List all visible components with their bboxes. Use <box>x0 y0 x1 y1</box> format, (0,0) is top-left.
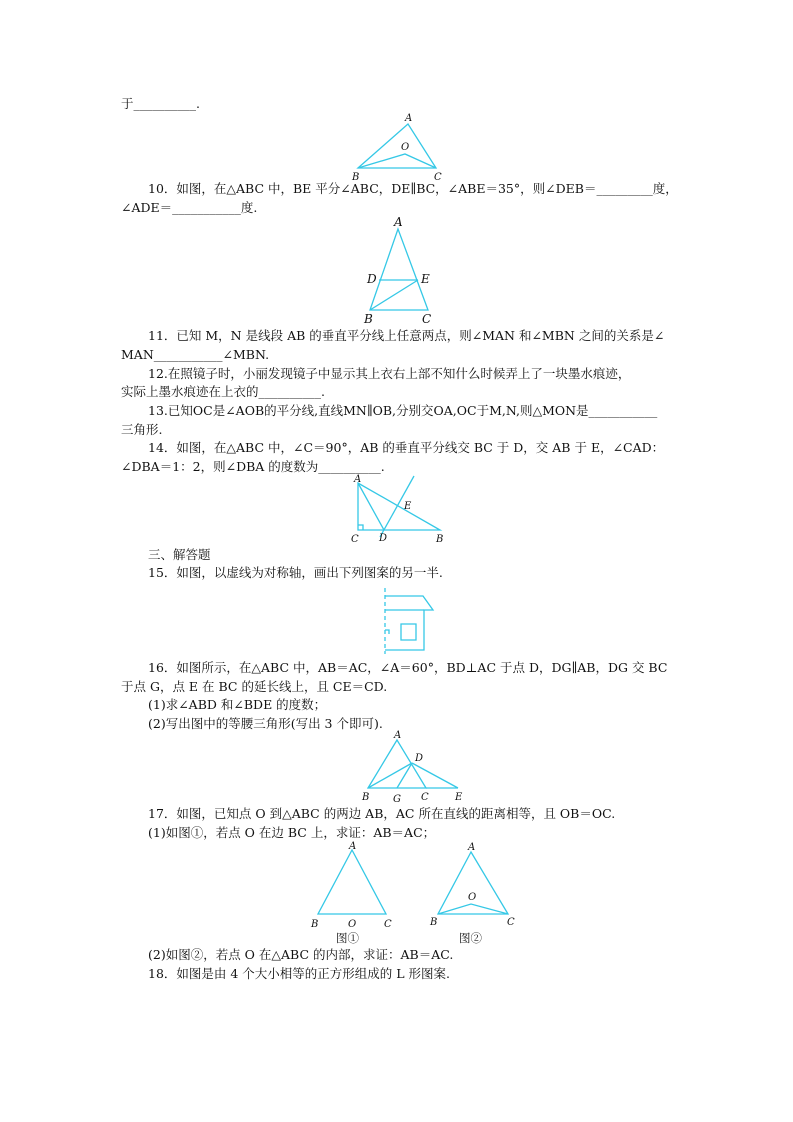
label-o: O <box>468 892 477 903</box>
text-line: MAN___________∠MBN. <box>121 347 270 362</box>
figure-right-triangle <box>348 474 448 544</box>
question-17: 17．如图，已知点 O 到△ABC 的两边 AB，AC 所在直线的距离相等，且 OB＝OC. <box>148 806 616 821</box>
caption-figure-1: 图① <box>336 931 359 945</box>
figure-triangle-o <box>350 110 450 182</box>
triangle-abc <box>318 850 386 914</box>
label-b: B <box>352 172 360 183</box>
label-o: O <box>401 142 410 153</box>
half-house-outline <box>385 596 433 650</box>
text-line: 实际上墨水痕迹在上衣的__________. <box>121 384 325 399</box>
segment-bd <box>368 763 412 788</box>
triangle-abc <box>368 740 426 788</box>
label-c: C <box>434 172 442 183</box>
question-13: 13.已知OC是∠AOB的平分线,直线MN∥OB,分别交OA,OC于M,N,则△MON是___________ <box>148 403 658 418</box>
sub-question: (1)求∠ABD 和∠BDE 的度数； <box>148 697 327 712</box>
figure-2 <box>428 838 520 948</box>
label-b: B <box>430 917 438 928</box>
figure-half-house <box>378 586 438 656</box>
question-14: 14．如图，在△ABC 中，∠C＝90°，AB 的垂直平分线交 BC 于 D，交 AB 于 E，∠CAD： <box>148 440 665 455</box>
label-b: B <box>362 792 370 803</box>
label-d: D <box>415 753 424 764</box>
label-b: B <box>364 312 373 326</box>
label-a: A <box>468 842 476 853</box>
label-c: C <box>421 792 429 803</box>
sub-question: (2)如图②，若点 O 在△ABC 的内部，求证：AB＝AC. <box>148 947 454 962</box>
triangle-abc <box>358 124 436 168</box>
label-e: E <box>421 272 430 286</box>
label-a: A <box>349 841 357 852</box>
question-18: 18．如图是由 4 个大小相等的正方形组成的 L 形图案. <box>148 966 451 981</box>
figure-triangle-dge <box>362 730 474 804</box>
sub-question: (1)如图①，若点 O 在边 BC 上，求证：AB＝AC； <box>148 825 436 840</box>
sub-question: (2)写出图中的等腰三角形(写出 3 个即可). <box>148 716 383 731</box>
section-heading: 三、解答题 <box>148 547 211 562</box>
label-o: O <box>348 919 357 930</box>
text-line: 于__________. <box>121 96 200 111</box>
label-c: C <box>507 917 515 928</box>
text-line: 于点 G，点 E 在 BC 的延长线上，且 CE＝CD. <box>121 679 388 694</box>
label-a: A <box>405 113 413 124</box>
label-d: D <box>367 272 377 286</box>
segments-ob-oc <box>358 154 436 168</box>
question-11: 11．已知 M，N 是线段 AB 的垂直平分线上任意两点，则∠MAN 和∠MBN 之间的关系是∠ <box>148 328 665 343</box>
text-line: ∠DBA＝1：2，则∠DBA 的度数为__________. <box>121 459 385 474</box>
label-c: C <box>351 534 359 545</box>
question-12: 12.在照镜子时，小丽发现镜子中显示其上衣右上部不知什么时候弄上了一块墨水痕迹， <box>148 366 631 381</box>
label-b: B <box>311 919 319 930</box>
label-e: E <box>404 501 412 512</box>
question-15: 15．如图，以虚线为对称轴，画出下列图案的另一半. <box>148 565 443 580</box>
caption-figure-2: 图② <box>459 931 482 945</box>
segment-be <box>370 280 418 310</box>
label-a: A <box>354 474 362 485</box>
segments-ob-oc <box>438 904 508 914</box>
label-b: B <box>436 534 444 545</box>
question-10: 10．如图，在△ABC 中，BE 平分∠ABC，DE∥BC，∠ABE＝35°，则∠DEB＝_________度， <box>148 181 678 196</box>
triangle-abc <box>370 229 428 310</box>
label-c: C <box>422 312 432 326</box>
figure-1 <box>306 838 398 948</box>
label-a: A <box>394 730 402 741</box>
label-e: E <box>455 792 463 803</box>
label-g: G <box>393 794 401 805</box>
label-a: A <box>394 215 403 229</box>
text-line: ∠ADE＝___________度. <box>121 200 258 215</box>
right-angle-mark <box>358 525 363 530</box>
text-line: 三角形. <box>121 422 163 437</box>
label-d: D <box>379 533 388 544</box>
window <box>401 624 416 640</box>
label-c: C <box>384 919 392 930</box>
question-16: 16．如图所示，在△ABC 中，AB＝AC，∠A＝60°，BD⊥AC 于点 D，DG∥AB，DG 交 BC <box>148 660 668 675</box>
figure-triangle-de <box>360 215 440 327</box>
